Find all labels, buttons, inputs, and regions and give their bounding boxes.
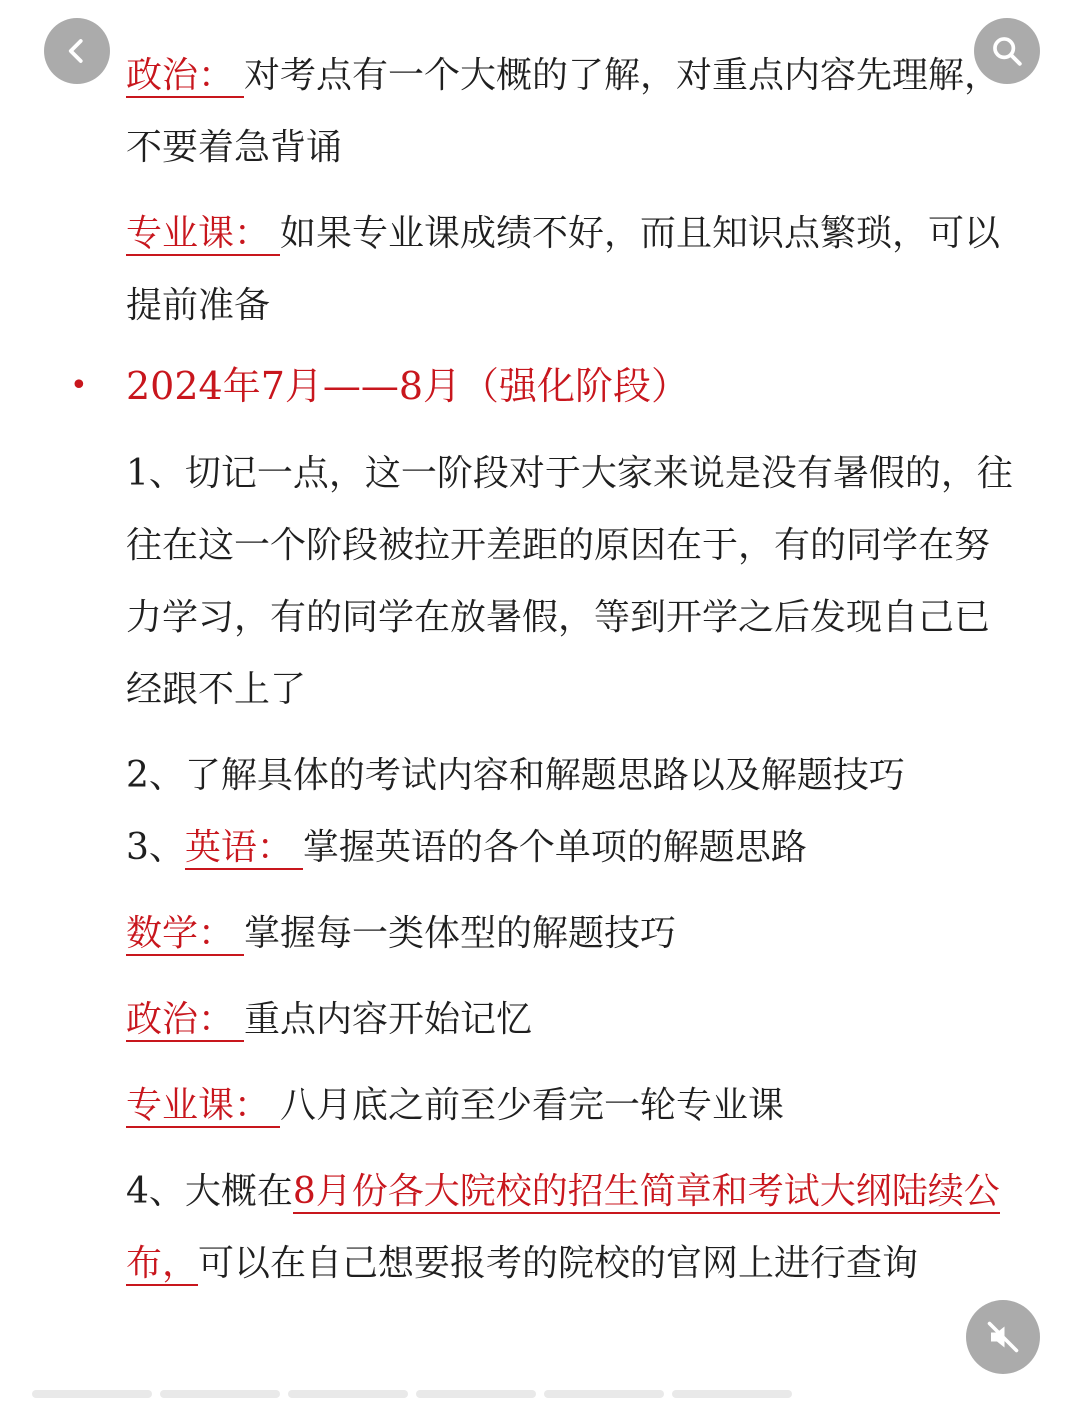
english-text: 掌握英语的各个单项的解题思路 [302,827,807,868]
progress-segment [416,1390,536,1398]
progress-segment [544,1390,664,1398]
politics-label: 政治： [126,55,244,98]
bullet-marker: • [70,368,88,403]
politics-text: 对考点有一个大概的了解，对重点内容先理解，不要着急背诵 [126,55,1001,168]
item-4-text: 可以在自己想要报考的院校的官网上进行查询 [198,1243,919,1284]
politics-label-2: 政治： [126,999,244,1042]
item-3 [126,812,1016,884]
item-3-prefix: 3、 [126,827,185,868]
major-course-label-2: 专业课： [126,1085,280,1128]
story-progress-bar [32,1390,792,1398]
item-4-highlight: 8月份各大院校的招生简章和考试大纲陆续公布， [126,1171,1000,1284]
back-button[interactable] [44,18,110,84]
major-course-note [126,198,1016,342]
major-course-note-2 [126,1070,1016,1142]
progress-segment [160,1390,280,1398]
item-1: 1、切记一点，这一阶段对于大家来说是没有暑假的，往往在这一个阶段被拉开差距的原因在于，有的同学在努力学习，有的同学在放暑假，等到开学之后发现自己已经跟不上了 [126,453,1013,710]
politics-memory-note [126,984,1016,1056]
major-course-text: 如果专业课成绩不好，而且知识点繁琐，可以提前准备 [126,213,1001,326]
major-course-label: 专业课： [126,213,280,256]
document-section-2 [126,438,1016,1300]
major-course-text-2: 八月底之前至少看完一轮专业课 [280,1085,785,1126]
stage-heading: 2024年7月——8月（强化阶段） [126,364,690,408]
politics-memory-text: 重点内容开始记忆 [244,999,533,1040]
progress-segment [32,1390,152,1398]
progress-segment [288,1390,408,1398]
item-4-prefix: 4、大概在 [126,1171,293,1212]
math-text: 掌握每一类体型的解题技巧 [244,913,677,954]
politics-note [126,40,1016,184]
progress-segment [672,1390,792,1398]
math-label: 数学： [126,913,244,956]
speaker-muted-icon [985,1319,1021,1355]
item-2: 2、了解具体的考试内容和解题思路以及解题技巧 [126,755,905,796]
math-note [126,898,1016,970]
document-section-1 [126,40,1016,342]
chevron-left-icon [62,36,92,66]
english-label: 英语： [185,827,303,870]
item-4 [126,1156,1016,1300]
mute-button[interactable] [966,1300,1040,1374]
